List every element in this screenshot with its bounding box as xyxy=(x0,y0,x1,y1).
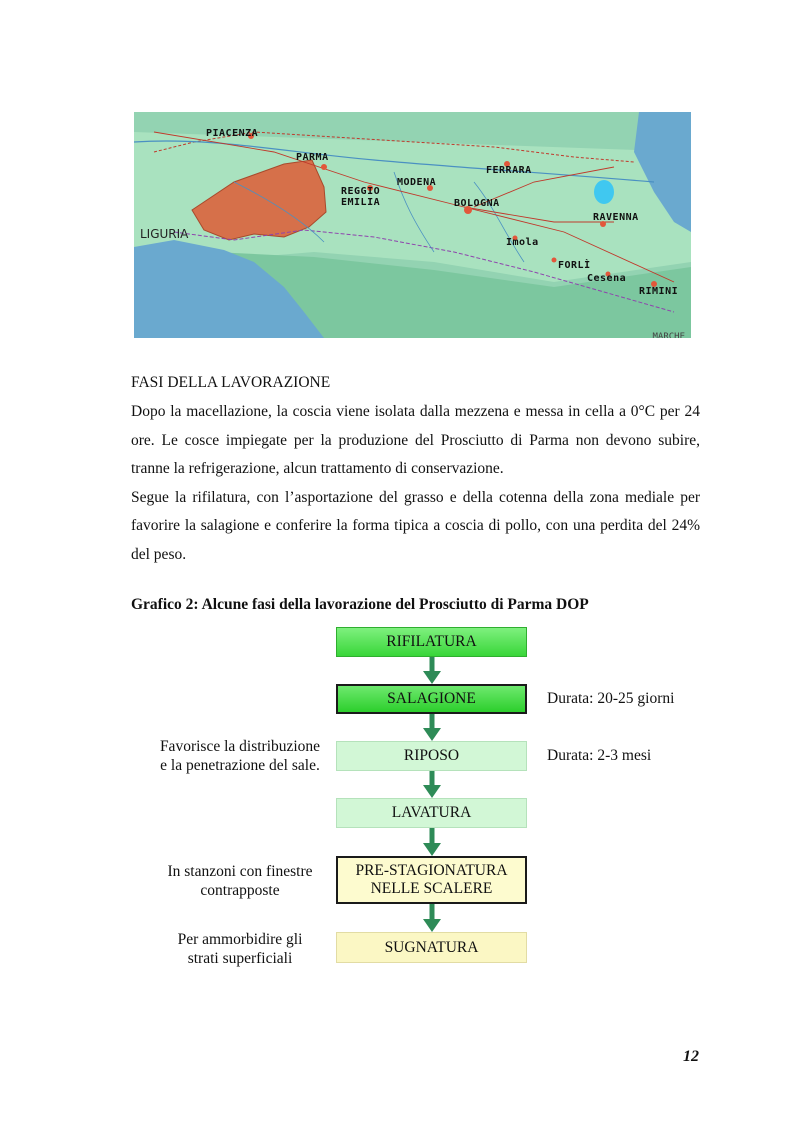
map-label-modena: MODENA xyxy=(397,177,437,188)
arrow-down-icon xyxy=(423,657,441,684)
note-salagione-duration: Durata: 20-25 giorni xyxy=(547,690,675,707)
step-sugnatura: SUGNATURA xyxy=(336,932,527,963)
map-label-imola: Imola xyxy=(506,237,539,248)
note-riposo-duration: Durata: 2-3 mesi xyxy=(547,747,652,764)
paragraph: Dopo la macellazione, la coscia viene isolata dalla mezzena e messa in cella a 0°C per 24 ore. Le cosce impiegate per la produzione del Prosciutto di Parma non devono subire, tranne la refrigerazione, alcun trattamento di conservazione. xyxy=(131,403,700,477)
map-drawing xyxy=(134,112,691,338)
map-label-liguria: LIGURIA xyxy=(140,227,189,241)
step-salagione: SALAGIONE xyxy=(336,684,527,714)
map-label-forli: FORLÌ xyxy=(558,260,591,271)
step-rifilatura: RIFILATURA xyxy=(336,627,527,657)
region-map xyxy=(134,112,691,338)
note-pre-stagionatura-purpose: In stanzoni con finestre contrapposte xyxy=(167,863,313,899)
step-riposo: RIPOSO xyxy=(336,741,527,771)
step-pre-stagionatura: PRE-STAGIONATURA NELLE SCALERE xyxy=(336,856,527,904)
arrow-down-icon xyxy=(423,714,441,741)
map-label-parma: PARMA xyxy=(296,152,329,163)
page-number: 12 xyxy=(683,1048,699,1065)
note-sugnatura-purpose: Per ammorbidire gli strati superficiali xyxy=(177,931,303,967)
map-label-ravenna: RAVENNA xyxy=(593,212,639,223)
paragraph: Segue la rifilatura, con l’asportazione del grasso e della cotenna della zona mediale per favorire la salagione e conferire la forma tipica a coscia di pollo, con una perdita del 24% del peso. xyxy=(131,488,700,563)
map-label-bologna: BOLOGNA xyxy=(454,198,500,209)
body-text xyxy=(131,398,700,569)
map-label-rimini: RIMINI xyxy=(639,286,679,297)
arrow-down-icon xyxy=(423,828,441,856)
map-label-cesena: Cesena xyxy=(587,273,627,284)
map-label-ferrara: FERRARA xyxy=(486,165,532,176)
note-riposo-purpose: Favorisce la distribuzione e la penetrazione del sale. xyxy=(159,738,321,774)
section-title: FASI DELLA LAVORAZIONE xyxy=(131,374,331,391)
chart-title: Grafico 2: Alcune fasi della lavorazione del Prosciutto di Parma DOP xyxy=(131,596,589,613)
map-label-marche: MARCHE xyxy=(652,332,685,338)
step-lavatura: LAVATURA xyxy=(336,798,527,828)
arrow-down-icon xyxy=(423,904,441,932)
arrow-down-icon xyxy=(423,771,441,798)
map-label-piacenza: PIACENZA xyxy=(206,128,259,139)
map-label-reggio-emilia: REGGIO EMILIA xyxy=(341,186,381,208)
